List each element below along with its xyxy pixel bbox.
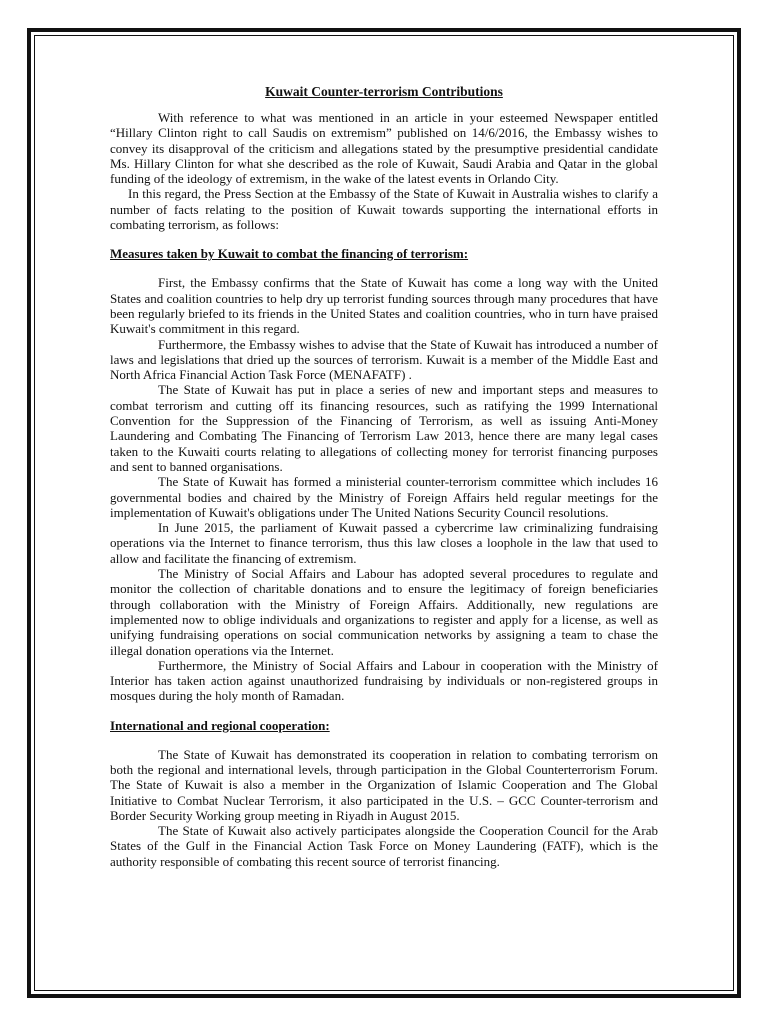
body-paragraph: Furthermore, the Ministry of Social Affairs and Labour in cooperation with the Ministry of Interior has taken action against unauthorized fundraising by individuals or non-registered groups in mosques during the holy month of Ramadan. xyxy=(110,657,658,704)
document-title: Kuwait Counter-terrorism Contributions xyxy=(265,84,503,99)
section-heading-measures: Measures taken by Kuwait to combat the financing of terrorism: xyxy=(110,246,469,262)
body-paragraph: The State of Kuwait also actively participates alongside the Cooperation Council for the Arab States of the Gulf in the Financial Action Task Force on Money Laundering (FATF), which is the authority responsible of combating this recent source of terrorist financing. xyxy=(110,823,658,869)
intro-paragraph: In this regard, the Press Section at the Embassy of the State of Kuwait in Australia wishes to clarify a number of facts relating to the position of Kuwait towards supporting the international efforts in combating terrorism, as follows: xyxy=(110,186,658,233)
body-paragraph: In June 2015, the parliament of Kuwait passed a cybercrime law criminalizing fundraising operations via the Internet to finance terrorism, thus this law closes a loophole in the law that used to allow and facilitate the financing of extremism. xyxy=(110,520,658,566)
body-paragraph: The State of Kuwait has put in place a series of new and important steps and measures to combat terrorism and cutting off its financing resources, such as ratifying the 1999 International Convention for the Suppression of the Financing of Terrorism, as well as issuing Anti-Money Laundering and Combating The Financing of Terrorism Law 2013, hence there are many legal cases taken to the Kuwaiti courts relating to allegations of collecting money for terrorist financing purposes and sent to banned organisations. xyxy=(110,382,658,474)
body-paragraph: First, the Embassy confirms that the State of Kuwait has come a long way with the United States and coalition countries to help dry up terrorist funding sources through many procedures that have been regularly briefed to its friends in the United States and coalition countries, who in turn have praised Kuwait's commitment in this regard. xyxy=(110,275,658,337)
body-paragraph: The State of Kuwait has formed a ministerial counter-terrorism committee which includes 16 governmental bodies and chaired by the Ministry of Foreign Affairs held regular meetings for the implementation of Kuwait's obligations under The United Nations Security Council resolutions. xyxy=(110,474,658,520)
body-paragraph: The State of Kuwait has demonstrated its cooperation in relation to combating terrorism on both the regional and international levels, through participation in the Global Counterterrorism Forum. The State of Kuwait is also a member in the Organization of Islamic Cooperation and The Global Initiative to Combat Nuclear Terrorism, it also participated in the U.S. – GCC Counter-terrorism and Border Security Working group meeting in Riyadh in August 2015. xyxy=(110,746,658,823)
document-body xyxy=(110,84,658,869)
section-heading-cooperation: International and regional cooperation: xyxy=(110,717,330,733)
intro-paragraph: With reference to what was mentioned in an article in your esteemed Newspaper entitled “Hillary Clinton right to call Saudis on extremism” published on 14/6/2016, the Embassy wishes to convey its disapproval of the criticism and allegations stated by the presumptive presidential candidate Ms. Hillary Clinton for what she described as the role of Kuwait, Saudi Arabia and Qatar in the global funding of the ideology of extremism, in the wake of the latest events in Orlando City. xyxy=(110,110,658,187)
body-paragraph: The Ministry of Social Affairs and Labour has adopted several procedures to regulate and monitor the collection of charitable donations and to ensure the legitimacy of foreign beneficiaries through collaboration with the Ministry of Foreign Affairs. Additionally, new regulations are implemented now to oblige individuals and organizations to register and apply for a license, as well as unifying fundraising operations on social communication networks by assigning a team to chase the illegal donation operations via the Internet. xyxy=(110,566,658,658)
body-paragraph: Furthermore, the Embassy wishes to advise that the State of Kuwait has introduced a number of laws and legislations that dried up the sources of terrorism. Kuwait is a member of the Middle East and North Africa Financial Action Task Force (MENAFATF) . xyxy=(110,336,658,383)
